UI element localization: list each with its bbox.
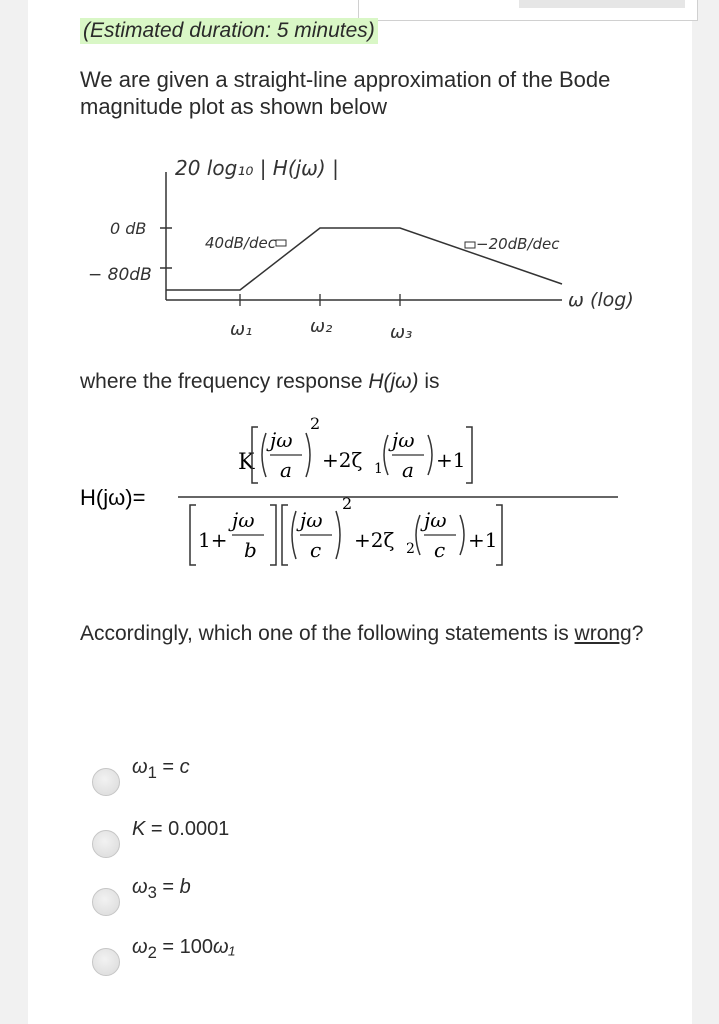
bode-plot-figure: [70, 140, 650, 355]
top-box-fill: [519, 0, 685, 8]
bode-label-neg80db: − 80dB: [88, 265, 152, 285]
bode-w1-label: ω₁: [230, 319, 253, 340]
svg-text:jω: jω: [424, 508, 447, 532]
svg-text:jω: jω: [300, 508, 323, 532]
option-4-label: $\omega_2 = 100\omega_1$: [132, 936, 235, 962]
radio-option-2[interactable]: [92, 830, 120, 858]
transfer-function-equation: [70, 405, 630, 590]
svg-text:1+: 1+: [198, 528, 228, 552]
svg-text:1: 1: [374, 461, 383, 477]
bode-w3-label: ω₃: [390, 322, 413, 343]
svg-text:jω: jω: [232, 508, 255, 532]
bode-w2-label: ω₂: [310, 316, 333, 337]
option-4[interactable]: [92, 936, 392, 976]
svg-text:a: a: [402, 458, 414, 482]
radio-option-3[interactable]: [92, 888, 120, 916]
svg-text:jω: jω: [270, 428, 293, 452]
svg-text:2: 2: [342, 494, 353, 513]
question-text: Accordingly, which one of the following statements is wrong?: [80, 622, 644, 645]
svg-text:+1: +1: [436, 448, 466, 472]
svg-text:2: 2: [406, 541, 415, 557]
svg-text:+2ζ: +2ζ: [354, 528, 395, 552]
top-input-box[interactable]: [358, 0, 698, 21]
option-2-label: K = 0.0001: [132, 818, 230, 840]
radio-option-1[interactable]: [92, 768, 120, 796]
bode-y-label: 20 log₁₀ | H(jω) |: [175, 156, 339, 180]
option-1[interactable]: [92, 756, 392, 796]
svg-text:+1: +1: [468, 528, 498, 552]
where-text: where the frequency response H(jω) is: [80, 370, 440, 393]
duration-badge: (Estimated duration: 5 minutes): [80, 18, 378, 44]
option-3-label: $\omega_3 = b$: [132, 876, 191, 902]
eqn-lhs: H(jω)=: [80, 485, 146, 510]
bode-slope-right: −20dB/dec: [476, 235, 560, 253]
radio-option-4[interactable]: [92, 948, 120, 976]
svg-text:2: 2: [310, 414, 321, 433]
bode-slope-left: 40dB/dec: [205, 234, 276, 252]
bode-label-0db: 0 dB: [110, 219, 147, 238]
option-3[interactable]: [92, 876, 392, 916]
svg-text:+2ζ: +2ζ: [322, 448, 363, 472]
svg-text:jω: jω: [392, 428, 415, 452]
svg-text:b: b: [244, 538, 257, 562]
intro-text: We are given a straight-line approximation of the Bode magnitude plot as shown below: [80, 67, 611, 119]
svg-text:c: c: [310, 538, 322, 562]
option-1-label: $\omega_1 = c$: [132, 756, 190, 782]
svg-text:a: a: [280, 458, 292, 482]
eqn-K: K: [238, 450, 255, 475]
bode-x-label: ω (log): [568, 289, 634, 311]
option-2[interactable]: [92, 818, 392, 858]
svg-text:c: c: [434, 538, 446, 562]
